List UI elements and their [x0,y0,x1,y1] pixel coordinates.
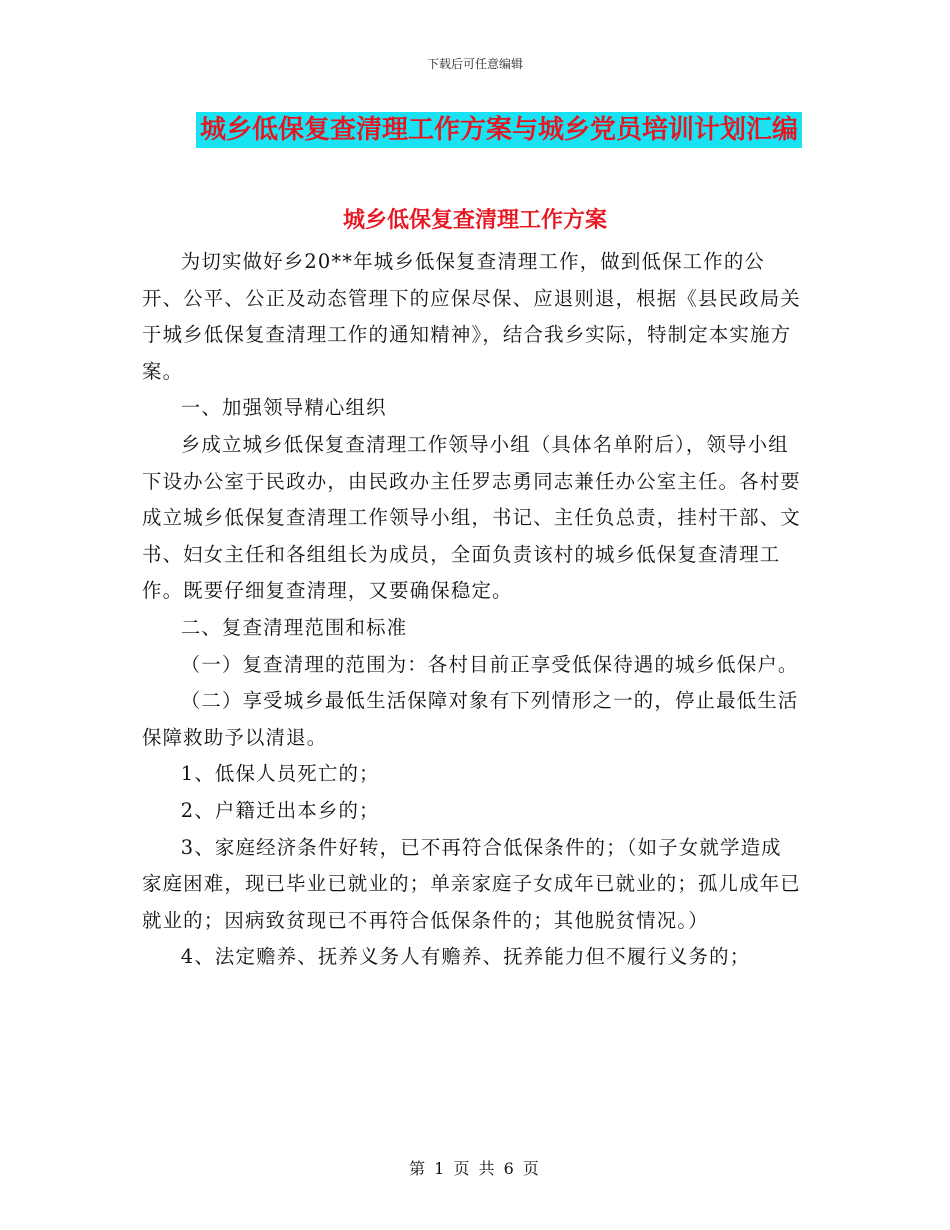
document-main-title: 城乡低保复查清理工作方案与城乡党员培训计划汇编 [196,112,802,148]
heading-leadership: 一、加强领导精心组织 [180,396,387,420]
page-number: 第 1 页 共 6 页 [409,1159,541,1178]
section-title: 城乡低保复查清理工作方案 [342,208,607,233]
list-item: 4、法定赡养、抚养义务人有赡养、抚养能力但不履行义务的； [180,945,751,969]
list-item: 1、低保人员死亡的； [180,762,380,786]
paragraph-intro: 为切实做好乡20**年城乡低保复查清理工作，做到低保工作的公开、公平、公正及动态管理下的应保尽保、应退则退，根据《县民政局关于城乡低保复查清理工作的通知精神》，结合我乡实际，特制定本实施方案。 [142,250,801,383]
document-body [142,244,802,976]
paragraph-scope-2: （二）享受城乡最低生活保障对象有下列情形之一的，停止最低生活保障救助予以清退。 [142,689,799,749]
header-note: 下载后可任意编辑 [426,57,523,71]
paragraph-scope-1: （一）复查清理的范围为：各村目前正享受低保待遇的城乡低保户。 [180,652,799,676]
paragraph-leadership: 乡成立城乡低保复查清理工作领导小组（具体名单附后），领导小组下设办公室于民政办，由民政办主任罗志勇同志兼任办公室主任。各村要成立城乡低保复查清理工作领导小组，书记、主任负总责，挂村干部、文书、妇女主任和各组组长为成员，全面负责该村的城乡低保复查清理工作。既要仔细复查清理，又要确保稳定。 [142,432,801,603]
list-item: 3、家庭经济条件好转，已不再符合低保条件的；（如子女就学造成家庭困难，现已毕业已就业的；单亲家庭子女成年已就业的；孤儿成年已就业的；因病致贫现已不再符合低保条件的；其他脱贫情况。） [142,835,801,932]
list-item: 2、户籍迁出本乡的； [180,798,380,822]
heading-scope: 二、复查清理范围和标准 [180,615,408,639]
